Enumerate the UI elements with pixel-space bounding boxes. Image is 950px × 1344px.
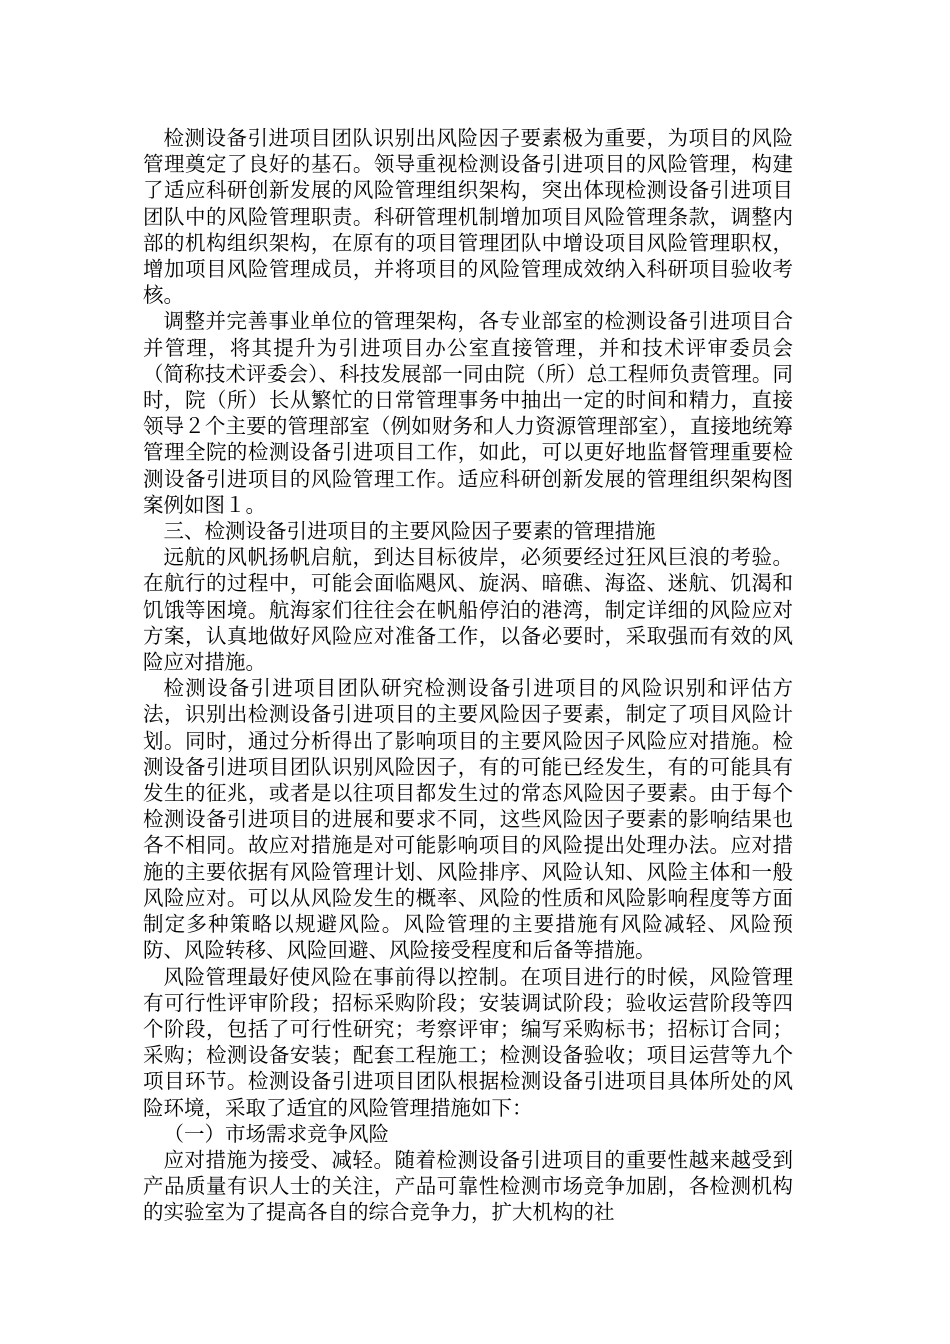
- section-heading-3: 三、检测设备引进项目的主要风险因子要素的管理措施: [163, 519, 656, 544]
- paragraph-risk-identification: 检测设备引进项目团队识别出风险因子要素极为重要，为项目的风险管理奠定了良好的基石。领导重视检测设备引进项目的风险管理，构建了适应科研创新发展的风险管理组织架构，突出体现检测设备引进项目团队中的风险管理职责。科研管理机制增加项目风险管理条款，调整内部的机构组织架构，在原有的项目管理团队中增设项目风险管理职权，增加项目风险管理成员，并将项目的风险管理成效纳入科研项目验收考核。: [143, 126, 793, 308]
- subsection-heading-1: （一）市场需求竞争风险: [163, 1121, 389, 1146]
- paragraph-management-structure: 调整并完善事业单位的管理架构，各专业部室的检测设备引进项目合并管理，将其提升为引进项目办公室直接管理，并和技术评审委员会（简称技术评委会）、科技发展部一同由院（所）总工程师负责管理。同时，院（所）长从繁忙的日常管理事务中抽出一定的时间和精力，直接领导２个主要的管理部室（例如财务和人力资源管理部室），直接地统筹管理全院的检测设备引进项目工作，如此，可以更好地监督管理重要检测设备引进项目的风险管理工作。适应科研创新发展的管理组织架构图案例如图１。: [143, 309, 793, 517]
- paragraph-risk-response-measures: 检测设备引进项目团队研究检测设备引进项目的风险识别和评估方法，识别出检测设备引进项目的主要风险因子要素，制定了项目风险计划。同时，通过分析得出了影响项目的主要风险因子风险应对措施。检测设备引进项目团队识别风险因子，有的可能已经发生，有的可能具有发生的征兆，或者是以往项目都发生过的常态风险因子要素。由于每个检测设备引进项目的进展和要求不同，这些风险因子要素的影响结果也各不相同。故应对措施是对可能影响项目的风险提出处理办法。应对措施的主要依据有风险管理计划、风险排序、风险认知、风险主体和一般风险应对。可以从风险发生的概率、风险的性质和风险影响程度等方面制定多种策略以规避风险。风险管理的主要措施有风险减轻、风险预防、风险转移、风险回避、风险接受程度和后备等措施。: [143, 676, 793, 963]
- paragraph-voyage-analogy: 远航的风帆扬帆启航，到达目标彼岸，必须要经过狂风巨浪的考验。在航行的过程中，可能会面临飓风、旋涡、暗礁、海盗、迷航、饥渴和饥饿等困境。航海家们往往会在帆船停泊的港湾，制定详细的风险应对方案，认真地做好风险应对准备工作，以备必要时，采取强而有效的风险应对措施。: [143, 545, 793, 675]
- document-body: [143, 125, 793, 1226]
- paragraph-market-risk: 应对措施为接受、减轻。随着检测设备引进项目的重要性越来越受到产品质量有识人士的关注，产品可靠性检测市场竞争加剧，各检测机构的实验室为了提高各自的综合竞争力，扩大机构的社: [143, 1147, 793, 1225]
- paragraph-risk-stages: 风险管理最好使风险在事前得以控制。在项目进行的时候，风险管理有可行性评审阶段；招标采购阶段；安装调试阶段；验收运营阶段等四个阶段，包括了可行性研究；考察评审；编写采购标书；招标订合同；采购；检测设备安装；配套工程施工；检测设备验收；项目运营等九个项目环节。检测设备引进项目团队根据检测设备引进项目具体所处的风险环境，采取了适宜的风险管理措施如下：: [143, 964, 793, 1120]
